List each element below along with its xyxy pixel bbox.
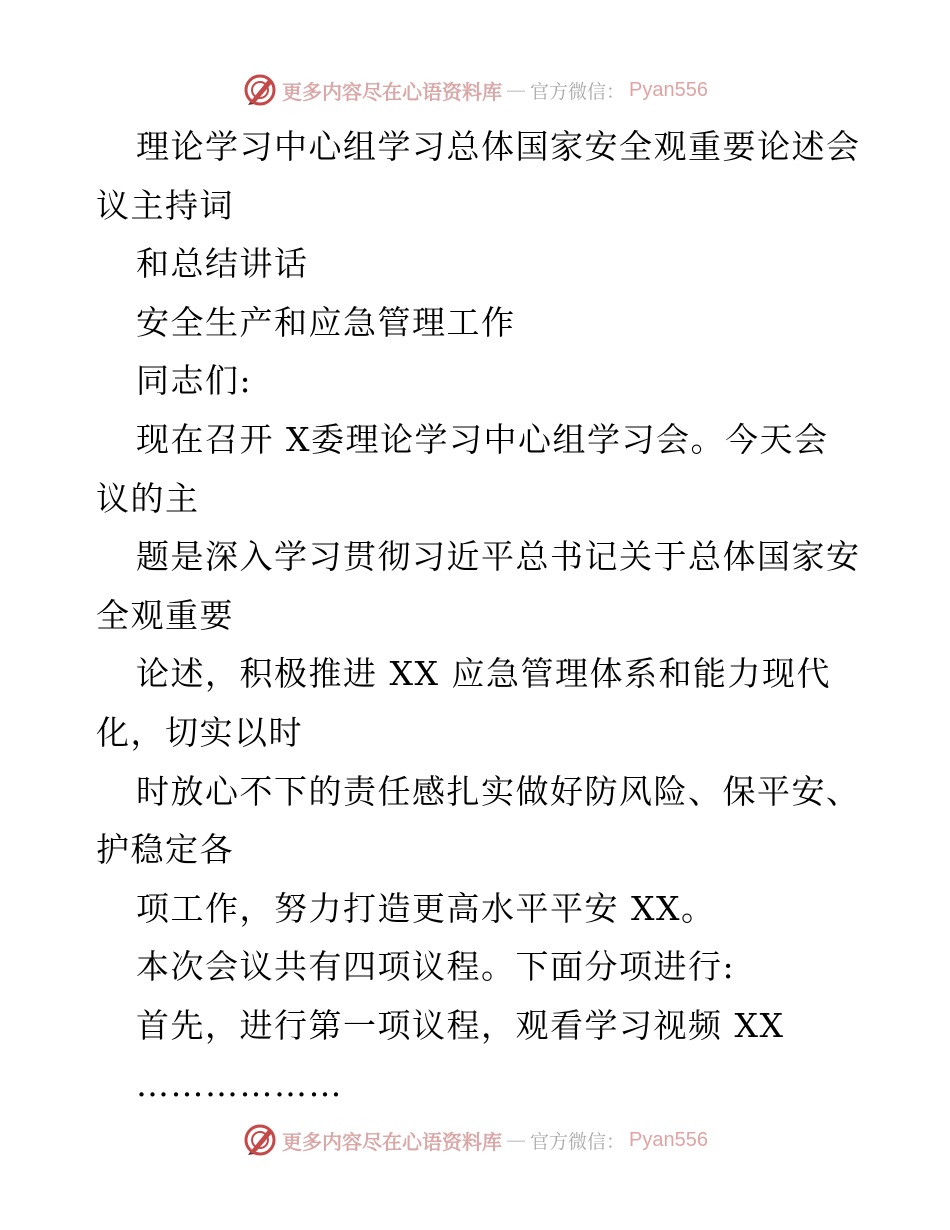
text-line: 项工作，努力打造更高水平平安 XX。 bbox=[136, 888, 716, 928]
text-line: 同志们: bbox=[136, 361, 253, 401]
watermark-dash: — bbox=[506, 78, 526, 102]
watermark-sub-text: 官方微信： bbox=[530, 80, 626, 103]
text-line: ……………… bbox=[136, 1064, 343, 1104]
text-line: 议的主 bbox=[96, 478, 200, 518]
text-line: 现在召开 X委理论学习中心组学习会。今天会 bbox=[136, 419, 829, 459]
header-watermark bbox=[0, 70, 950, 110]
text-line: 全观重要 bbox=[96, 595, 234, 635]
text-line: 论述，积极推进 XX 应急管理体系和能力现代 bbox=[136, 654, 831, 694]
pen-logo-icon bbox=[242, 1122, 278, 1158]
text-line: 理论学习中心组学习总体国家安全观重要论述会 bbox=[136, 127, 861, 166]
text-line: 护稳定各 bbox=[96, 830, 234, 870]
watermark-main-text: 更多内容尽在心语资料库 bbox=[282, 79, 502, 104]
footer-watermark bbox=[0, 1120, 950, 1160]
text-line: 首先，进行第一项议程，观看学习视频 XX bbox=[136, 1005, 785, 1045]
text-line: 时放心不下的责任感扎实做好防风险、保平安、 bbox=[136, 771, 861, 811]
watermark-wechat-id: Pyan556 bbox=[629, 78, 708, 101]
text-line: 和总结讲话 bbox=[136, 244, 309, 284]
watermark-sub-text: 官方微信： bbox=[530, 1130, 626, 1153]
document-body bbox=[96, 118, 866, 1114]
watermark-wechat-id: Pyan556 bbox=[629, 1128, 708, 1151]
watermark-dash: — bbox=[506, 1128, 526, 1152]
text-line: 安全生产和应急管理工作 bbox=[136, 302, 516, 342]
text-line: 本次会议共有四项议程。下面分项进行: bbox=[136, 947, 736, 987]
text-line: 化，切实以时 bbox=[96, 712, 303, 752]
text-line: 议主持词 bbox=[96, 185, 234, 225]
pen-logo-icon bbox=[242, 72, 278, 108]
watermark-main-text: 更多内容尽在心语资料库 bbox=[282, 1129, 502, 1154]
text-line: 题是深入学习贯彻习近平总书记关于总体国家安 bbox=[136, 537, 861, 577]
